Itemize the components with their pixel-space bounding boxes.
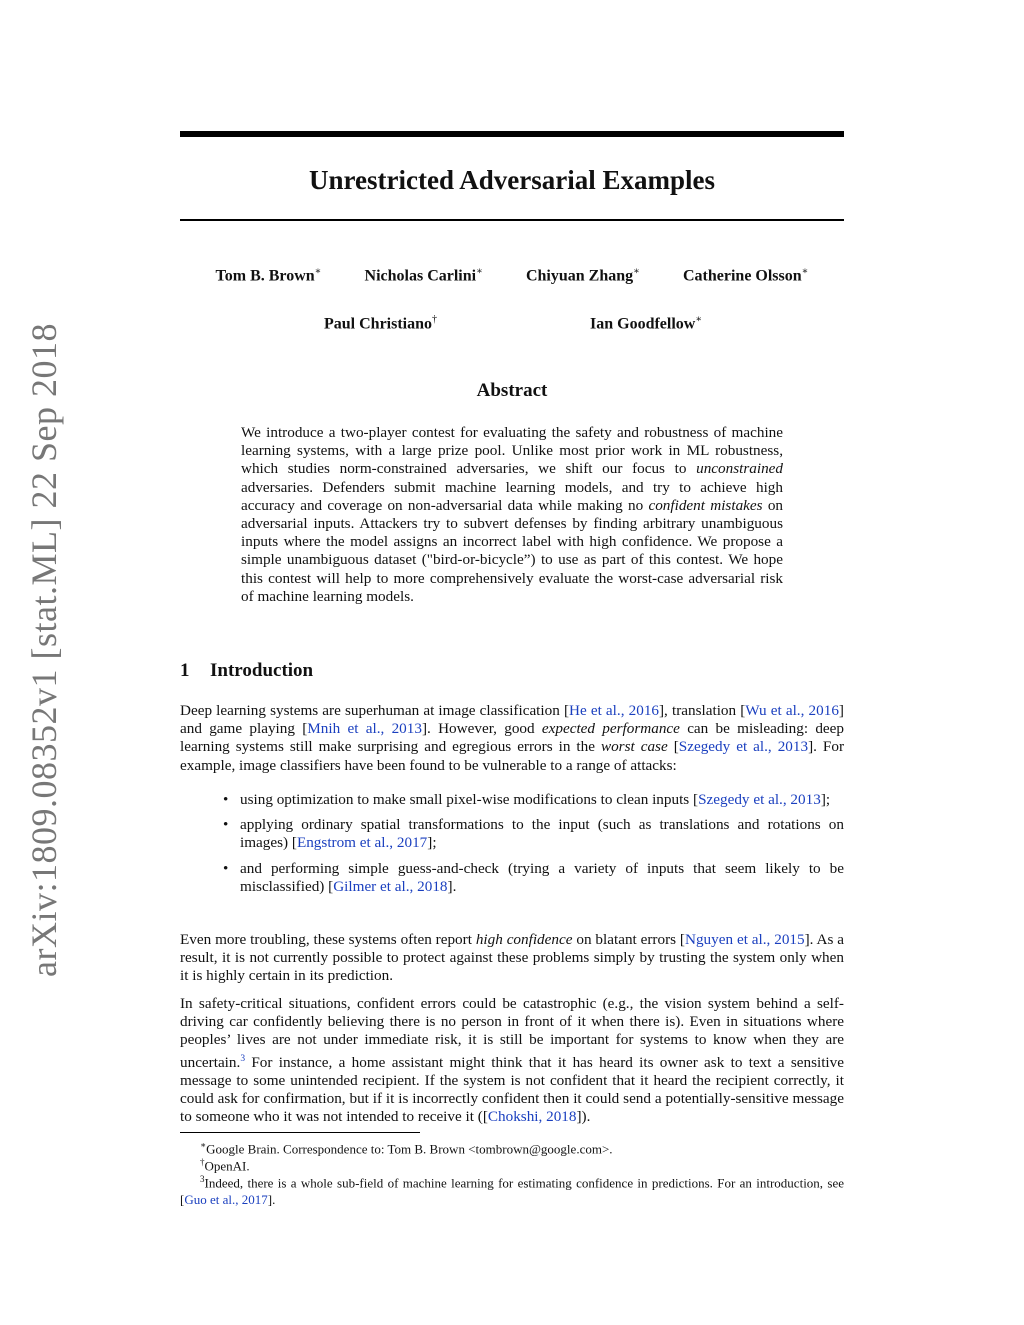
- list-item: • using optimization to make small pixel-wise modifications to clean inputs [Szegedy et al., 2013];: [223, 791, 831, 808]
- author-name: Paul Christiano†: [324, 314, 438, 333]
- bullet-icon: •: [223, 816, 229, 834]
- footnote-ref-link[interactable]: 3: [240, 1053, 246, 1064]
- list-item: • and performing simple guess-and-check (trying a variety of inputs that seem likely to be misclassified) [Gilmer et al., 2018].: [223, 859, 844, 895]
- author-row-1: [180, 266, 844, 285]
- footnote: $^3$Indeed, there is a whole sub-field of machine learning for estimating confidence in predictions. For an introduction, see [Guo et al., 2017].: [180, 1174, 844, 1208]
- citation-link[interactable]: Szegedy et al., 2013: [698, 791, 821, 808]
- section-heading-introduction: [180, 660, 844, 682]
- bullet-icon: •: [223, 791, 229, 808]
- intro-paragraph-2: Even more troubling, these systems often report high confidence on blatant errors [Nguyen et al., 2015]. As a result, it is not currently possible to protect against these problems simply by trusting the system only when it is highly certain in its prediction.: [180, 931, 845, 985]
- arxiv-identifier-stamp: arXiv:1809.08352v1 [stat.ML] 22 Sep 2018: [24, 323, 64, 977]
- intro-paragraph-1: Deep learning systems are superhuman at image classification [He et al., 2016], translation [Wu et al., 2016] and game playing [Mnih et al., 2013]. However, good expected performance can be misleading: deep learning systems still make surprising and egregious errors in the worst case [Szegedy et al., 2013]. For example, image classifiers have been found to be vulnerable to a range of attacks:: [180, 702, 845, 774]
- author-name: Tom B. Brown∗: [215, 266, 322, 285]
- author-name: Catherine Olsson∗: [682, 266, 809, 285]
- abstract-body: We introduce a two-player contest for evaluating the safety and robustness of machine learning systems, with a large prize pool. Unlike most prior work in ML robustness, which studies norm-constrained adversaries, we shift our focus to unconstrained adversaries. Defenders submit machine learning models, and try to achieve high accuracy and coverage on non-adversarial data while making no confident mistakes on adversarial inputs. Attackers try to subvert defenses by finding arbitrary unambiguous inputs where the model assigns an incorrect label with high confidence. We propose a simple unambiguous dataset ("bird-or-bicycle”) to use as part of this contest. We hope this contest will help to more comprehensively evaluate the worst-case adversarial risk of machine learning models.: [241, 424, 784, 605]
- attack-list: [180, 791, 844, 903]
- citation-link[interactable]: Mnih et al., 2013: [307, 720, 422, 738]
- citation-link[interactable]: Szegedy et al., 2013: [678, 738, 809, 756]
- author-name: Chiyuan Zhang∗: [525, 266, 640, 285]
- citation-link[interactable]: Guo et al., 2017: [184, 1192, 268, 1208]
- title-bottom-rule: [180, 219, 844, 221]
- section-title: Introduction: [210, 660, 314, 681]
- author-name: Ian Goodfellow∗: [590, 314, 703, 333]
- citation-link[interactable]: Chokshi, 2018: [487, 1108, 577, 1126]
- citation-link[interactable]: Engstrom et al., 2017: [296, 834, 428, 852]
- footnote-divider: [180, 1132, 420, 1133]
- title-top-rule: [180, 131, 844, 137]
- bullet-icon: •: [223, 859, 229, 877]
- intro-paragraph-3: In safety-critical situations, confident errors could be catastrophic (e.g., the vision system behind a self-driving car confidently believing there is no person in front of it when there is). Even in situations where peoples’ lives are not under immediate risk, it is still be important for systems to know when they are uncertain.$^3$ For instance, a home assistant might think that it has heard its owner ask to text a sensitive message to some unintended recipient. If the system is not confident that it heard the recipient correctly, it could ask for confirmation, but if it is incorrectly confident then it could send a potentially-sensitive message to someone who it was not intended to receive it ([Chokshi, 2018]).: [180, 995, 844, 1126]
- citation-link[interactable]: Wu et al., 2016: [745, 702, 839, 719]
- author-name: Nicholas Carlini∗: [364, 266, 483, 285]
- abstract-heading: Abstract: [476, 380, 548, 401]
- footnote: †OpenAI.: [200, 1157, 250, 1174]
- section-number: 1: [180, 660, 190, 681]
- footnote: ∗Google Brain. Correspondence to: Tom B. Brown <tombrown@google.com>.: [200, 1140, 613, 1157]
- paper-title: Unrestricted Adversarial Examples: [309, 165, 715, 195]
- citation-link[interactable]: Nguyen et al., 2015: [685, 931, 805, 948]
- citation-link[interactable]: Gilmer et al., 2018: [333, 877, 448, 895]
- list-item: • applying ordinary spatial transformations to the input (such as translations and rotations on images) [Engstrom et al., 2017];: [223, 816, 844, 852]
- citation-link[interactable]: He et al., 2016: [569, 702, 659, 719]
